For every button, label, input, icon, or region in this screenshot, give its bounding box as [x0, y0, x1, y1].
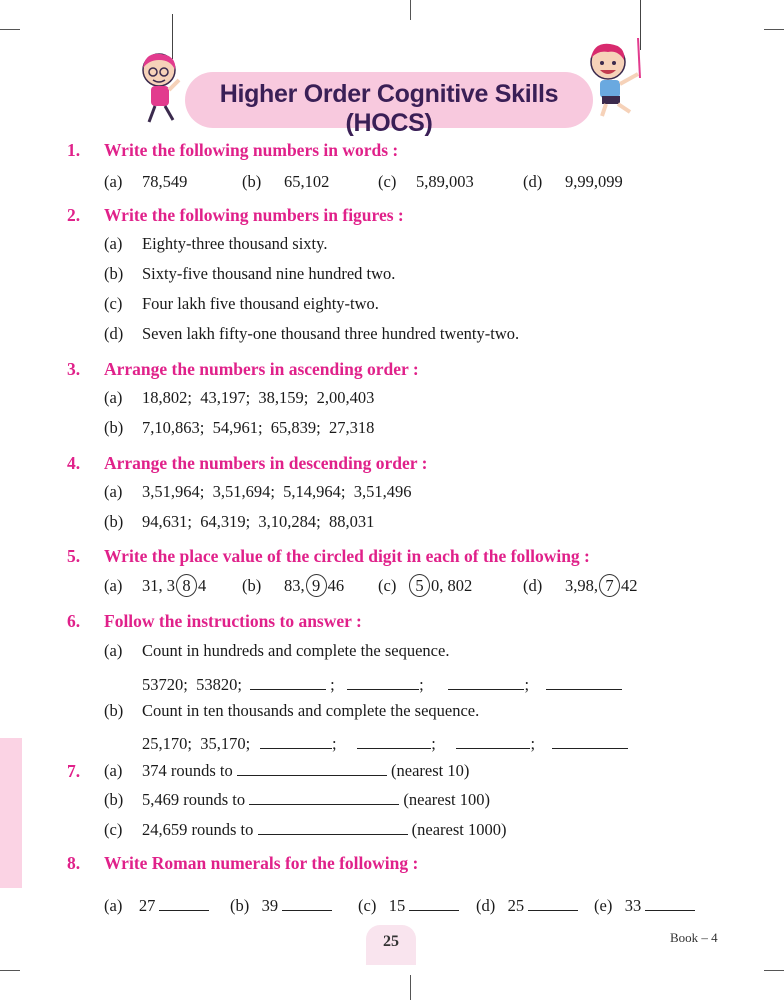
q7-c-label: (c)	[104, 820, 123, 839]
crop-mark	[0, 29, 20, 30]
q1-c-label: (c)	[378, 172, 397, 191]
q6-heading: Follow the instructions to answer :	[104, 611, 362, 631]
q4-heading: Arrange the numbers in descending order :	[104, 453, 428, 473]
q3-heading: Arrange the numbers in ascending order :	[104, 359, 419, 379]
q8-number: 8.	[67, 853, 81, 873]
answer-blank[interactable]	[159, 896, 209, 911]
crop-mark	[410, 0, 411, 20]
answer-blank[interactable]	[456, 734, 530, 749]
crop-mark	[764, 970, 784, 971]
circled-digit: 8	[176, 574, 197, 597]
circled-digit: 9	[306, 574, 327, 597]
q2-b-label: (b)	[104, 264, 124, 283]
crop-mark	[764, 29, 784, 30]
answer-blank[interactable]	[260, 734, 332, 749]
page-number: 25	[383, 933, 399, 950]
q7-b-label: (b)	[104, 790, 124, 809]
q7-a-text: 374 rounds to (nearest 10)	[142, 761, 470, 780]
q4-number: 4.	[67, 453, 81, 473]
q8-a: (a) 27	[104, 896, 209, 916]
q5-b-number: 83, 9 46	[284, 576, 345, 595]
q3-b-text: 7,10,863; 54,961; 65,839; 27,318	[142, 418, 375, 437]
q6-b-label: (b)	[104, 701, 124, 720]
q5-b-label: (b)	[242, 576, 262, 595]
q4-a-label: (a)	[104, 482, 123, 501]
q8-heading: Write Roman numerals for the following :	[104, 853, 419, 873]
answer-blank[interactable]	[237, 761, 387, 776]
q7-number: 7.	[67, 761, 81, 781]
answer-blank[interactable]	[546, 675, 622, 690]
crop-mark	[0, 970, 20, 971]
q6-a-blanks: ; ; ;	[250, 675, 622, 695]
q6-b-sequence: 25,170; 35,170;	[142, 734, 251, 753]
q3-a-text: 18,802; 43,197; 38,159; 2,00,403	[142, 388, 375, 407]
q1-b-value: 65,102	[284, 172, 330, 191]
answer-blank[interactable]	[448, 675, 524, 690]
q7-a-label: (a)	[104, 761, 123, 780]
q7-c-text: 24,659 rounds to (nearest 1000)	[142, 820, 507, 839]
q6-a-label: (a)	[104, 641, 123, 660]
answer-blank[interactable]	[258, 820, 408, 835]
answer-blank[interactable]	[250, 675, 326, 690]
answer-blank[interactable]	[409, 896, 459, 911]
q3-b-label: (b)	[104, 418, 124, 437]
q2-heading: Write the following numbers in figures :	[104, 205, 404, 225]
q5-a-label: (a)	[104, 576, 123, 595]
q6-a-text: Count in hundreds and complete the sequence.	[142, 641, 450, 660]
q4-b-label: (b)	[104, 512, 124, 531]
q2-number: 2.	[67, 205, 81, 225]
q1-b-label: (b)	[242, 172, 262, 191]
q6-b-text: Count in ten thousands and complete the sequence.	[142, 701, 480, 720]
q1-number: 1.	[67, 140, 81, 160]
answer-blank[interactable]	[552, 734, 628, 749]
circled-digit: 5	[409, 574, 430, 597]
q5-d-label: (d)	[523, 576, 543, 595]
q5-c-label: (c)	[378, 576, 397, 595]
answer-blank[interactable]	[282, 896, 332, 911]
q1-d-label: (d)	[523, 172, 543, 191]
book-label: Book – 4	[670, 930, 718, 945]
circled-digit: 7	[599, 574, 620, 597]
q5-a-number: 31, 3 8 4	[142, 576, 207, 595]
q7-b-text: 5,469 rounds to (nearest 100)	[142, 790, 490, 809]
q5-number: 5.	[67, 546, 81, 566]
q2-d-label: (d)	[104, 324, 124, 343]
q2-c-label: (c)	[104, 294, 123, 313]
crop-mark	[410, 975, 411, 1000]
girl-illustration	[135, 50, 195, 125]
answer-blank[interactable]	[347, 675, 419, 690]
q6-number: 6.	[67, 611, 81, 631]
answer-blank[interactable]	[645, 896, 695, 911]
q1-heading: Write the following numbers in words :	[104, 140, 399, 160]
q5-heading: Write the place value of the circled digit in each of the following :	[104, 546, 590, 566]
q1-a-value: 78,549	[142, 172, 188, 191]
q8-b: (b) 39	[230, 896, 332, 916]
q2-c-text: Four lakh five thousand eighty-two.	[142, 294, 379, 313]
q1-d-value: 9,99,099	[565, 172, 623, 191]
q6-a-sequence: 53720; 53820;	[142, 675, 242, 694]
q2-d-text: Seven lakh fifty-one thousand three hundred twenty-two.	[142, 324, 520, 343]
q5-d-number: 3,98, 7 42	[565, 576, 638, 595]
q4-b-text: 94,631; 64,319; 3,10,284; 88,031	[142, 512, 375, 531]
boy-illustration	[578, 38, 648, 118]
answer-blank[interactable]	[357, 734, 431, 749]
q2-a-label: (a)	[104, 234, 123, 253]
side-decoration	[0, 738, 22, 888]
page-title: Higher Order Cognitive Skills (HOCS)	[219, 80, 559, 137]
q8-c: (c) 15	[358, 896, 459, 916]
q1-a-label: (a)	[104, 172, 123, 191]
q1-c-value: 5,89,003	[416, 172, 474, 191]
answer-blank[interactable]	[249, 790, 399, 805]
q8-d: (d) 25	[476, 896, 578, 916]
q5-c-number: 5 0, 802	[408, 574, 472, 597]
answer-blank[interactable]	[528, 896, 578, 911]
q8-e: (e) 33	[594, 896, 695, 916]
q4-a-text: 3,51,964; 3,51,694; 5,14,964; 3,51,496	[142, 482, 412, 501]
q6-b-blanks: ; ; ;	[260, 734, 628, 754]
q2-b-text: Sixty-five thousand nine hundred two.	[142, 264, 396, 283]
q3-number: 3.	[67, 359, 81, 379]
q3-a-label: (a)	[104, 388, 123, 407]
q2-a-text: Eighty-three thousand sixty.	[142, 234, 328, 253]
